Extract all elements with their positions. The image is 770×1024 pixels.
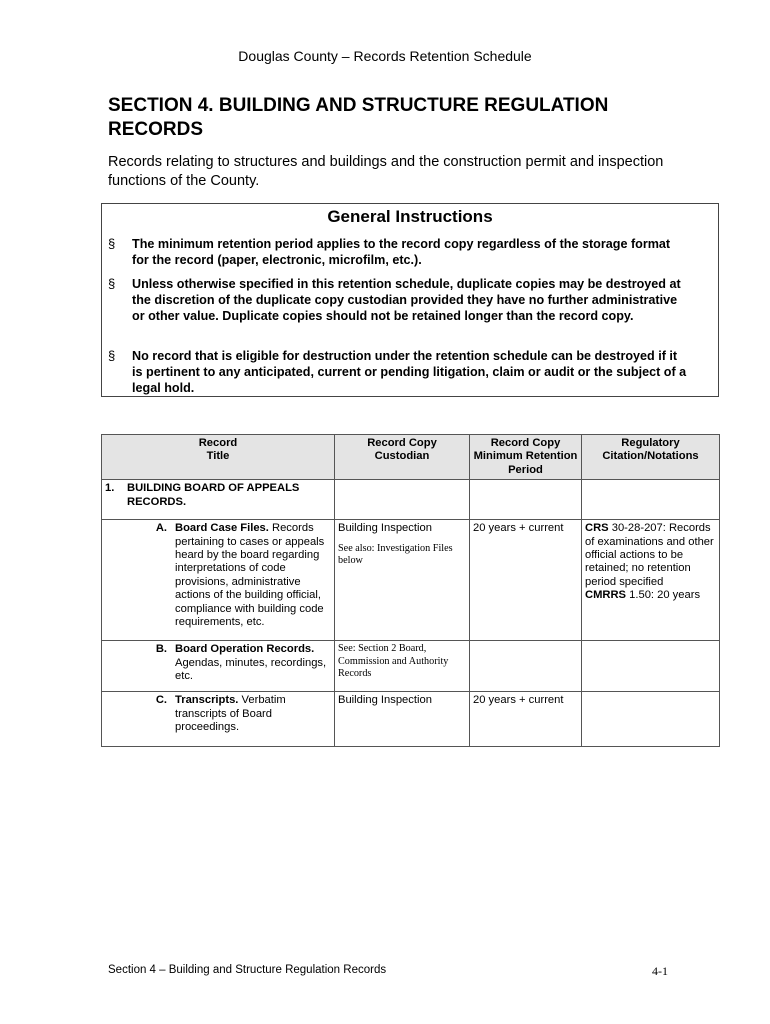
header-regulatory: Regulatory Citation/Notations — [582, 435, 720, 480]
row-letter: C. — [155, 694, 167, 707]
header-record-title: Record Title — [102, 435, 335, 480]
table-row — [102, 641, 720, 692]
group-title: BUILDING BOARD OF APPEALS RECORDS. — [127, 482, 300, 508]
row-letter: A. — [155, 522, 167, 535]
section-symbol: § — [108, 348, 116, 363]
retention-table — [101, 434, 720, 747]
record-description: Transcripts. Verbatim transcripts of Board proceedings. — [175, 694, 286, 734]
table-row — [102, 480, 720, 520]
section-intro: Records relating to structures and buildings and the construction permit and inspection functions of the County. — [108, 154, 664, 189]
row-letter: B. — [155, 643, 167, 656]
table-header-row — [102, 435, 720, 480]
section-symbol: § — [108, 236, 116, 251]
header-custodian: Record Copy Custodian — [335, 435, 470, 480]
record-title-cell — [102, 692, 335, 747]
retention-period-cell: 20 years + current — [470, 692, 582, 747]
instruction-text: The minimum retention period applies to the record copy regardless of the storage format for the record (paper, electronic, microfilm, etc.). — [132, 237, 671, 268]
instruction-text: No record that is eligible for destruction under the retention schedule can be destroyed if it is pertinent to any anticipated, current or pending litigation, claim or audit or the subject of a legal hold. — [132, 349, 687, 396]
record-title-cell — [102, 520, 335, 641]
header-retention-period: Record Copy Minimum Retention Period — [470, 435, 582, 480]
custodian-cell: Building Inspection See also: Investigation Files below — [335, 520, 470, 641]
footer-section-label: Section 4 – Building and Structure Regulation Records — [108, 964, 387, 976]
record-description: Board Operation Records. Agendas, minutes, recordings, etc. — [175, 643, 327, 683]
section-title: SECTION 4. BUILDING AND STRUCTURE REGULATION RECORDS — [108, 95, 609, 140]
custodian-cell — [335, 641, 470, 692]
general-instructions-title: General Instructions — [327, 207, 493, 226]
custodian-note: See: Section 2 Board, Commission and Authority Records — [338, 643, 449, 680]
record-title-cell — [102, 641, 335, 692]
custodian-note: See also: Investigation Files below — [338, 542, 453, 567]
section-symbol: § — [108, 276, 116, 291]
regulatory-cell: CRS 30-28-207: Records of examinations and other official actions to be retained; no retention period specified CMRRS 1.50: 20 years — [582, 520, 720, 641]
page-number: 4-1 — [652, 964, 668, 978]
general-instructions-box — [101, 203, 719, 397]
table-row — [102, 520, 720, 641]
table-row — [102, 692, 720, 747]
custodian-cell: Building Inspection — [335, 692, 470, 747]
retention-period-cell: 20 years + current — [470, 520, 582, 641]
group-number: 1. — [105, 482, 115, 495]
document-header: Douglas County – Records Retention Schedule — [238, 48, 532, 64]
instruction-text: Unless otherwise specified in this retention schedule, duplicate copies may be destroyed at the discretion of the duplicate copy custodian provided they have no further administrative or other value. Duplicate copies should not be retained longer than the record copy. — [132, 277, 681, 324]
group-title-cell — [102, 480, 335, 520]
record-description: Board Case Files. Records pertaining to cases or appeals heard by the board regarding interpretations of code provisions, administrative actions of the building official, compliance with building code requirements, etc. — [175, 522, 325, 629]
